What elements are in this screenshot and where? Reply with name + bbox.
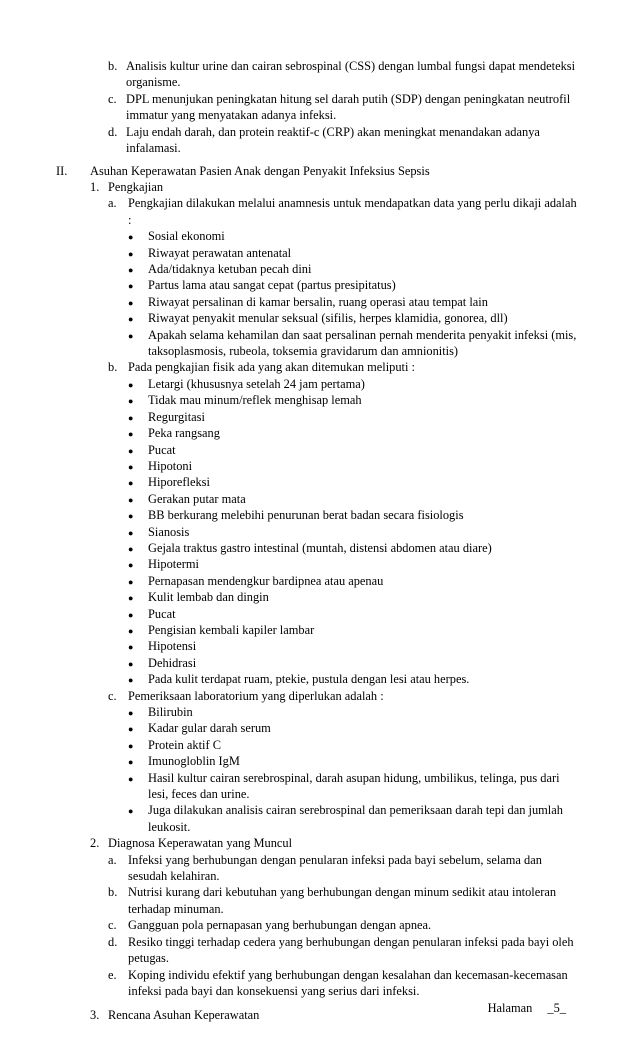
bullet-icon: ● bbox=[128, 527, 134, 538]
bullet-item bbox=[128, 622, 582, 638]
lab-exam-bullets bbox=[108, 704, 582, 835]
lab-findings-list bbox=[108, 58, 580, 156]
list-item-text: Infeksi yang berhubungan dengan penularan infeksi pada bayi sebelum, selama dan sesudah kelahiran. bbox=[128, 852, 542, 884]
bullet-icon: ● bbox=[128, 757, 134, 768]
bullet-text: Letargi (khususnya setelah 24 jam pertama) bbox=[148, 376, 365, 391]
bullet-text: Protein aktif C bbox=[148, 737, 221, 752]
bullet-icon: ● bbox=[128, 412, 134, 423]
bullet-text: Hasil kultur cairan serebrospinal, darah asupan hidung, umbilikus, telinga, pus dari lesi, feces dan urine. bbox=[148, 770, 560, 802]
bullet-icon: ● bbox=[128, 724, 134, 735]
bullet-icon: ● bbox=[128, 478, 134, 489]
bullet-item bbox=[128, 540, 582, 556]
bullet-item bbox=[128, 737, 582, 753]
list-marker: d. bbox=[108, 934, 118, 949]
diagnosa-list bbox=[90, 852, 582, 1000]
bullet-text: Imunogloblin IgM bbox=[148, 754, 240, 769]
bullet-item bbox=[128, 228, 582, 244]
section-marker: II. bbox=[56, 164, 68, 178]
bullet-item bbox=[128, 606, 582, 622]
bullet-text: Peka rangsang bbox=[148, 426, 220, 441]
bullet-icon: ● bbox=[128, 609, 134, 620]
list-item bbox=[108, 688, 582, 704]
pengkajian-list bbox=[90, 195, 582, 835]
bullet-icon: ● bbox=[128, 740, 134, 751]
bullet-text: Tidak mau minum/reflek menghisap lemah bbox=[148, 393, 362, 408]
bullet-text: Hipotensi bbox=[148, 639, 197, 654]
list-marker: a. bbox=[108, 196, 117, 211]
list-item bbox=[108, 967, 582, 1000]
list-item-text: Laju endah darah, dan protein reaktif-c (CRP) akan meningkat menandakan adanya infalamasi. bbox=[126, 124, 540, 156]
list-item bbox=[108, 91, 580, 124]
subsection-title: Rencana Asuhan Keperawatan bbox=[108, 1008, 260, 1023]
bullet-item bbox=[128, 425, 582, 441]
bullet-item bbox=[128, 310, 582, 326]
section-heading bbox=[56, 163, 576, 179]
bullet-item bbox=[128, 294, 582, 310]
list-item bbox=[108, 124, 580, 157]
bullet-icon: ● bbox=[128, 708, 134, 718]
subsection-diagnosa bbox=[90, 835, 582, 851]
bullet-text: Kadar gular darah serum bbox=[148, 721, 271, 736]
list-marker: b. bbox=[108, 360, 118, 375]
bullet-text: Kulit lembab dan dingin bbox=[148, 590, 269, 605]
bullet-item bbox=[128, 655, 582, 671]
bullet-item bbox=[128, 442, 582, 458]
bullet-text: Sosial ekonomi bbox=[148, 229, 225, 244]
bullet-text: Riwayat persalinan di kamar bersalin, ruang operasi atau tempat lain bbox=[148, 294, 488, 309]
list-marker: d. bbox=[108, 124, 118, 139]
section-body bbox=[90, 179, 582, 1024]
list-item-text: Pada pengkajian fisik ada yang akan ditemukan meliputi : bbox=[128, 360, 415, 375]
subsection-marker: 1. bbox=[90, 180, 100, 194]
bullet-icon: ● bbox=[128, 625, 134, 636]
list-marker: c. bbox=[108, 918, 117, 933]
bullet-item bbox=[128, 573, 582, 589]
bullet-icon: ● bbox=[128, 330, 134, 341]
physical-exam-bullets bbox=[108, 376, 582, 688]
bullet-icon: ● bbox=[128, 593, 134, 604]
list-marker: e. bbox=[108, 967, 117, 982]
bullet-text: Bilirubin bbox=[148, 705, 193, 719]
bullet-item bbox=[128, 671, 582, 687]
list-item-text: Analisis kultur urine dan cairan sebrospinal (CSS) dengan lumbal fungsi dapat mendeteksi organisme. bbox=[126, 59, 576, 90]
subsection-marker: 2. bbox=[90, 836, 100, 851]
bullet-text: Hiporefleksi bbox=[148, 475, 210, 490]
bullet-icon: ● bbox=[128, 265, 134, 276]
bullet-icon: ● bbox=[128, 806, 134, 817]
bullet-item bbox=[128, 802, 582, 835]
bullet-item bbox=[128, 261, 582, 277]
bullet-item bbox=[128, 458, 582, 474]
bullet-icon: ● bbox=[128, 576, 134, 587]
list-item-text: Resiko tinggi terhadap cedera yang berhubungan dengan penularan infeksi pada bayi oleh petugas. bbox=[128, 934, 574, 966]
list-marker: a. bbox=[108, 852, 117, 867]
bullet-icon: ● bbox=[128, 511, 134, 522]
bullet-text: Riwayat penyakit menular seksual (sifilis, herpes klamidia, gonorea, dll) bbox=[148, 311, 508, 326]
bullet-icon: ● bbox=[128, 675, 134, 686]
list-item bbox=[108, 58, 580, 91]
subsection-title: Diagnosa Keperawatan yang Muncul bbox=[108, 836, 293, 851]
list-item-text: DPL menunjukan peningkatan hitung sel darah putih (SDP) dengan peningkatan neutrofil immatur yang menyatakan adanya infeksi. bbox=[126, 91, 571, 123]
list-marker: b. bbox=[108, 885, 118, 900]
bullet-icon: ● bbox=[128, 642, 134, 653]
bullet-icon: ● bbox=[128, 232, 134, 243]
page-label: Halaman bbox=[487, 1001, 533, 1015]
bullet-item bbox=[128, 392, 582, 408]
list-marker: c. bbox=[108, 688, 117, 703]
list-item-text: Koping individu efektif yang berhubungan dengan kesalahan dan kecemasan-kecemasan infeksi pada bayi dan konsekuensi yang serius dari infeksi. bbox=[128, 967, 568, 998]
bullet-item bbox=[128, 556, 582, 572]
bullet-text: Regurgitasi bbox=[148, 409, 205, 424]
bullet-item bbox=[128, 589, 582, 605]
bullet-icon: ● bbox=[128, 429, 134, 440]
subsection-marker: 3. bbox=[90, 1008, 100, 1023]
bullet-text: BB berkurang melebihi penurunan berat badan secara fisiologis bbox=[148, 508, 464, 523]
subsection-title: Pengkajian bbox=[108, 180, 164, 194]
list-item-text: Nutrisi kurang dari kebutuhan yang berhubungan dengan minum sedikit atau intoleran terhadap minuman. bbox=[128, 885, 557, 916]
list-item bbox=[108, 884, 582, 917]
list-item bbox=[108, 359, 582, 375]
bullet-icon: ● bbox=[128, 658, 134, 669]
bullet-item bbox=[128, 409, 582, 425]
list-item-text: Gangguan pola pernapasan yang berhubungan dengan apnea. bbox=[128, 918, 432, 933]
bullet-item bbox=[128, 704, 582, 720]
bullet-item bbox=[128, 327, 582, 360]
bullet-item bbox=[128, 491, 582, 507]
bullet-text: Pucat bbox=[148, 442, 176, 457]
page-footer bbox=[488, 1000, 566, 1016]
bullet-item bbox=[128, 277, 582, 293]
list-marker: c. bbox=[108, 91, 117, 106]
list-item-text: Pengkajian dilakukan melalui anamnesis untuk mendapatkan data yang perlu dikaji adalah : bbox=[128, 196, 577, 227]
bullet-icon: ● bbox=[128, 396, 134, 407]
bullet-text: Sianosis bbox=[148, 524, 190, 539]
bullet-item bbox=[128, 638, 582, 654]
bullet-text: Pucat bbox=[148, 606, 176, 621]
bullet-item bbox=[128, 376, 582, 392]
bullet-icon: ● bbox=[128, 773, 134, 784]
bullet-text: Pada kulit terdapat ruam, ptekie, pustula dengan lesi atau herpes. bbox=[148, 672, 470, 687]
bullet-icon: ● bbox=[128, 297, 134, 308]
list-item bbox=[108, 934, 582, 967]
bullet-item bbox=[128, 524, 582, 540]
bullet-icon: ● bbox=[128, 560, 134, 571]
bullet-text: Gerakan putar mata bbox=[148, 491, 246, 506]
bullet-text: Hipotoni bbox=[148, 458, 193, 473]
bullet-text: Apakah selama kehamilan dan saat persalinan pernah menderita penyakit infeksi (mis, taksoplasmosis, rubeola, toksemia gravidarum dan amnionitis) bbox=[148, 327, 577, 359]
bullet-text: Hipotermi bbox=[148, 557, 199, 572]
bullet-icon: ● bbox=[128, 281, 134, 292]
bullet-icon: ● bbox=[128, 379, 134, 390]
bullet-text: Pengisian kembali kapiler lambar bbox=[148, 622, 315, 637]
list-item bbox=[108, 917, 582, 933]
bullet-item bbox=[128, 753, 582, 769]
page-number: _5_ bbox=[547, 1001, 566, 1015]
bullet-icon: ● bbox=[128, 248, 134, 259]
list-item bbox=[108, 852, 582, 885]
subsection-pengkajian bbox=[90, 179, 582, 195]
list-item bbox=[108, 195, 582, 228]
bullet-text: Dehidrasi bbox=[148, 655, 197, 670]
list-item-text: Pemeriksaan laboratorium yang diperlukan adalah : bbox=[128, 688, 384, 703]
bullet-text: Ada/tidaknya ketuban pecah dini bbox=[148, 262, 312, 277]
section-title: Asuhan Keperawatan Pasien Anak dengan Penyakit Infeksius Sepsis bbox=[90, 164, 430, 178]
bullet-text: Gejala traktus gastro intestinal (muntah, distensi abdomen atau diare) bbox=[148, 540, 492, 555]
bullet-icon: ● bbox=[128, 314, 134, 325]
bullet-icon: ● bbox=[128, 543, 134, 554]
bullet-item bbox=[128, 474, 582, 490]
bullet-text: Partus lama atau sangat cepat (partus presipitatus) bbox=[148, 278, 396, 293]
bullet-item bbox=[128, 770, 582, 803]
bullet-item bbox=[128, 720, 582, 736]
bullet-item bbox=[128, 507, 582, 523]
bullet-icon: ● bbox=[128, 461, 134, 472]
list-marker: b. bbox=[108, 59, 118, 73]
bullet-text: Juga dilakukan analisis cairan serebrospinal dan pemeriksaan darah tepi dan jumlah leukosit. bbox=[148, 803, 563, 834]
bullet-text: Riwayat perawatan antenatal bbox=[148, 245, 292, 260]
bullet-icon: ● bbox=[128, 445, 134, 456]
bullet-item bbox=[128, 245, 582, 261]
bullet-text: Pernapasan mendengkur bardipnea atau apenau bbox=[148, 573, 384, 588]
bullet-icon: ● bbox=[128, 494, 134, 505]
anamnesis-bullets bbox=[108, 228, 582, 359]
